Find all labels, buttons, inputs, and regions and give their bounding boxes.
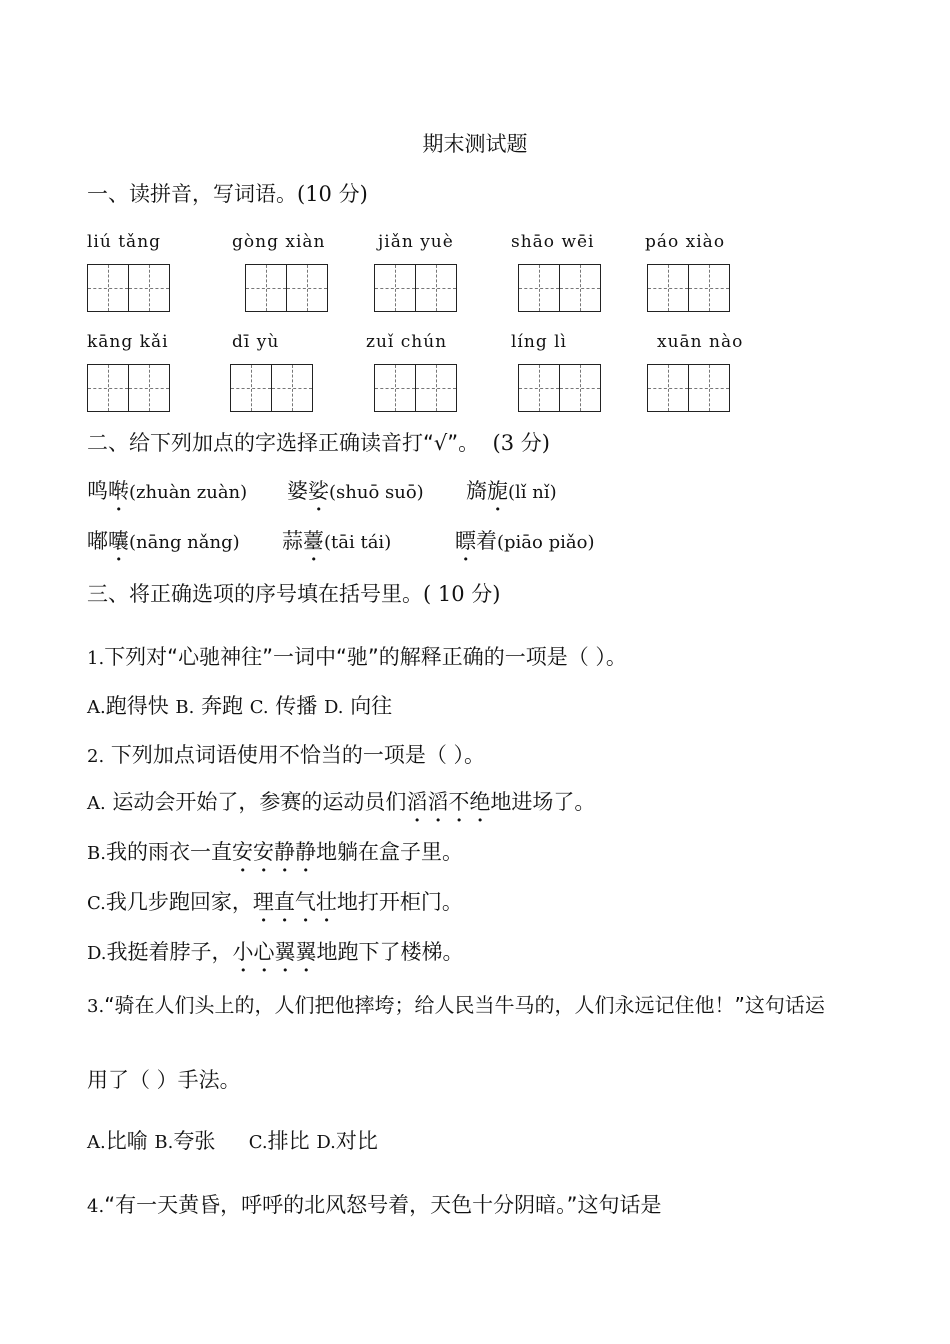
pinyin-2-5: xuān nào: [657, 332, 744, 352]
reading-options: (lǐ nǐ): [508, 482, 557, 503]
question-2-option-c: C.我几步跑回家，理直气壮地打开柜门。: [87, 890, 463, 914]
dotted-phrase: 理直气壮: [252, 890, 337, 914]
reading-options: (piāo piǎo): [497, 532, 595, 553]
reading-item: 鸣啭(zhuàn zuàn): [87, 479, 248, 503]
question-2-option-a: A. 运动会开始了，参赛的运动员们滔滔不绝地进场了。: [87, 790, 596, 814]
question-1: 1.下列对“心驰神往”一词中“驰”的解释正确的一项是（ ）。: [87, 645, 627, 669]
pinyin-1-3: jiǎn yuè: [378, 232, 454, 252]
section-2-score: (3 分): [492, 431, 550, 455]
question-2-option-b: B.我的雨衣一直安安静静地躺在盒子里。: [87, 840, 463, 864]
pinyin-1-2: gòng xiàn: [232, 232, 326, 252]
dotted-char: 瞟: [455, 529, 476, 553]
reading-item: 婆娑(shuō suō): [287, 479, 424, 503]
page-title: 期末测试题: [422, 132, 528, 156]
question-1-options: A.跑得快 B. 奔跑 C. 传播 D. 向往: [87, 694, 393, 718]
writing-grid[interactable]: [374, 264, 457, 312]
dotted-char: 娑: [308, 479, 329, 503]
dotted-char: 薹: [303, 529, 324, 553]
question-3-line-1: 3.“骑在人们头上的，人们把他摔垮；给人民当牛马的，人们永远记住他！”这句话运: [87, 993, 825, 1017]
dotted-char: 旎: [487, 479, 508, 503]
reading-options: (nāng nǎng): [129, 532, 240, 553]
reading-options: (shuō suō): [329, 482, 424, 503]
pinyin-1-4: shāo wēi: [511, 232, 595, 252]
writing-grid[interactable]: [518, 364, 601, 412]
dotted-phrase: 滔滔不绝: [406, 790, 491, 814]
writing-grid[interactable]: [87, 364, 170, 412]
writing-grid[interactable]: [245, 264, 328, 312]
pinyin-1-5: páo xiào: [645, 232, 726, 252]
pinyin-2-3: zuǐ chún: [366, 332, 448, 352]
question-3-line-2: 用了（ ）手法。: [87, 1068, 241, 1092]
pinyin-1-1: liú tǎng: [87, 232, 162, 252]
question-2: 2. 下列加点词语使用不恰当的一项是（ ）。: [87, 743, 486, 767]
writing-grid[interactable]: [230, 364, 313, 412]
writing-grid[interactable]: [647, 264, 730, 312]
dotted-phrase: 安安静静: [231, 840, 316, 864]
pinyin-2-4: líng lì: [511, 332, 567, 352]
writing-grid[interactable]: [518, 264, 601, 312]
dotted-char: 啭: [108, 479, 129, 503]
section-1-title: 一、读拼音，写词语。: [87, 182, 297, 206]
section-3-heading: [87, 578, 500, 608]
question-4: 4.“有一天黄昏，呼呼的北风怒号着，天色十分阴暗。”这句话是: [87, 1193, 662, 1217]
reading-item: 嘟囔(nāng nǎng): [87, 529, 240, 553]
writing-grid[interactable]: [374, 364, 457, 412]
section-3-score: ( 10 分): [423, 582, 501, 606]
section-1-heading: [87, 178, 368, 208]
question-3-options: A.比喻 B.夸张 C.排比 D.对比: [87, 1129, 378, 1153]
pinyin-2-2: dī yù: [232, 332, 280, 352]
dotted-char: 囔: [108, 529, 129, 553]
reading-options: (tāi tái): [324, 532, 392, 553]
reading-item: 蒜薹(tāi tái): [282, 529, 392, 553]
section-2-title: 二、给下列加点的字选择正确读音打“√”。: [87, 431, 480, 455]
section-1-score: (10 分): [297, 182, 368, 206]
reading-item: 旖旎(lǐ nǐ): [466, 479, 557, 503]
section-2-heading: [87, 427, 550, 457]
writing-grid[interactable]: [647, 364, 730, 412]
writing-grid[interactable]: [87, 264, 170, 312]
pinyin-2-1: kāng kǎi: [87, 332, 169, 352]
reading-options: (zhuàn zuàn): [129, 482, 248, 503]
section-3-title: 三、将正确选项的序号填在括号里。: [87, 582, 423, 606]
question-2-option-d: D.我挺着脖子，小心翼翼地跑下了楼梯。: [87, 940, 464, 964]
reading-item: 瞟着(piāo piǎo): [455, 529, 595, 553]
dotted-phrase: 小心翼翼: [232, 940, 317, 964]
